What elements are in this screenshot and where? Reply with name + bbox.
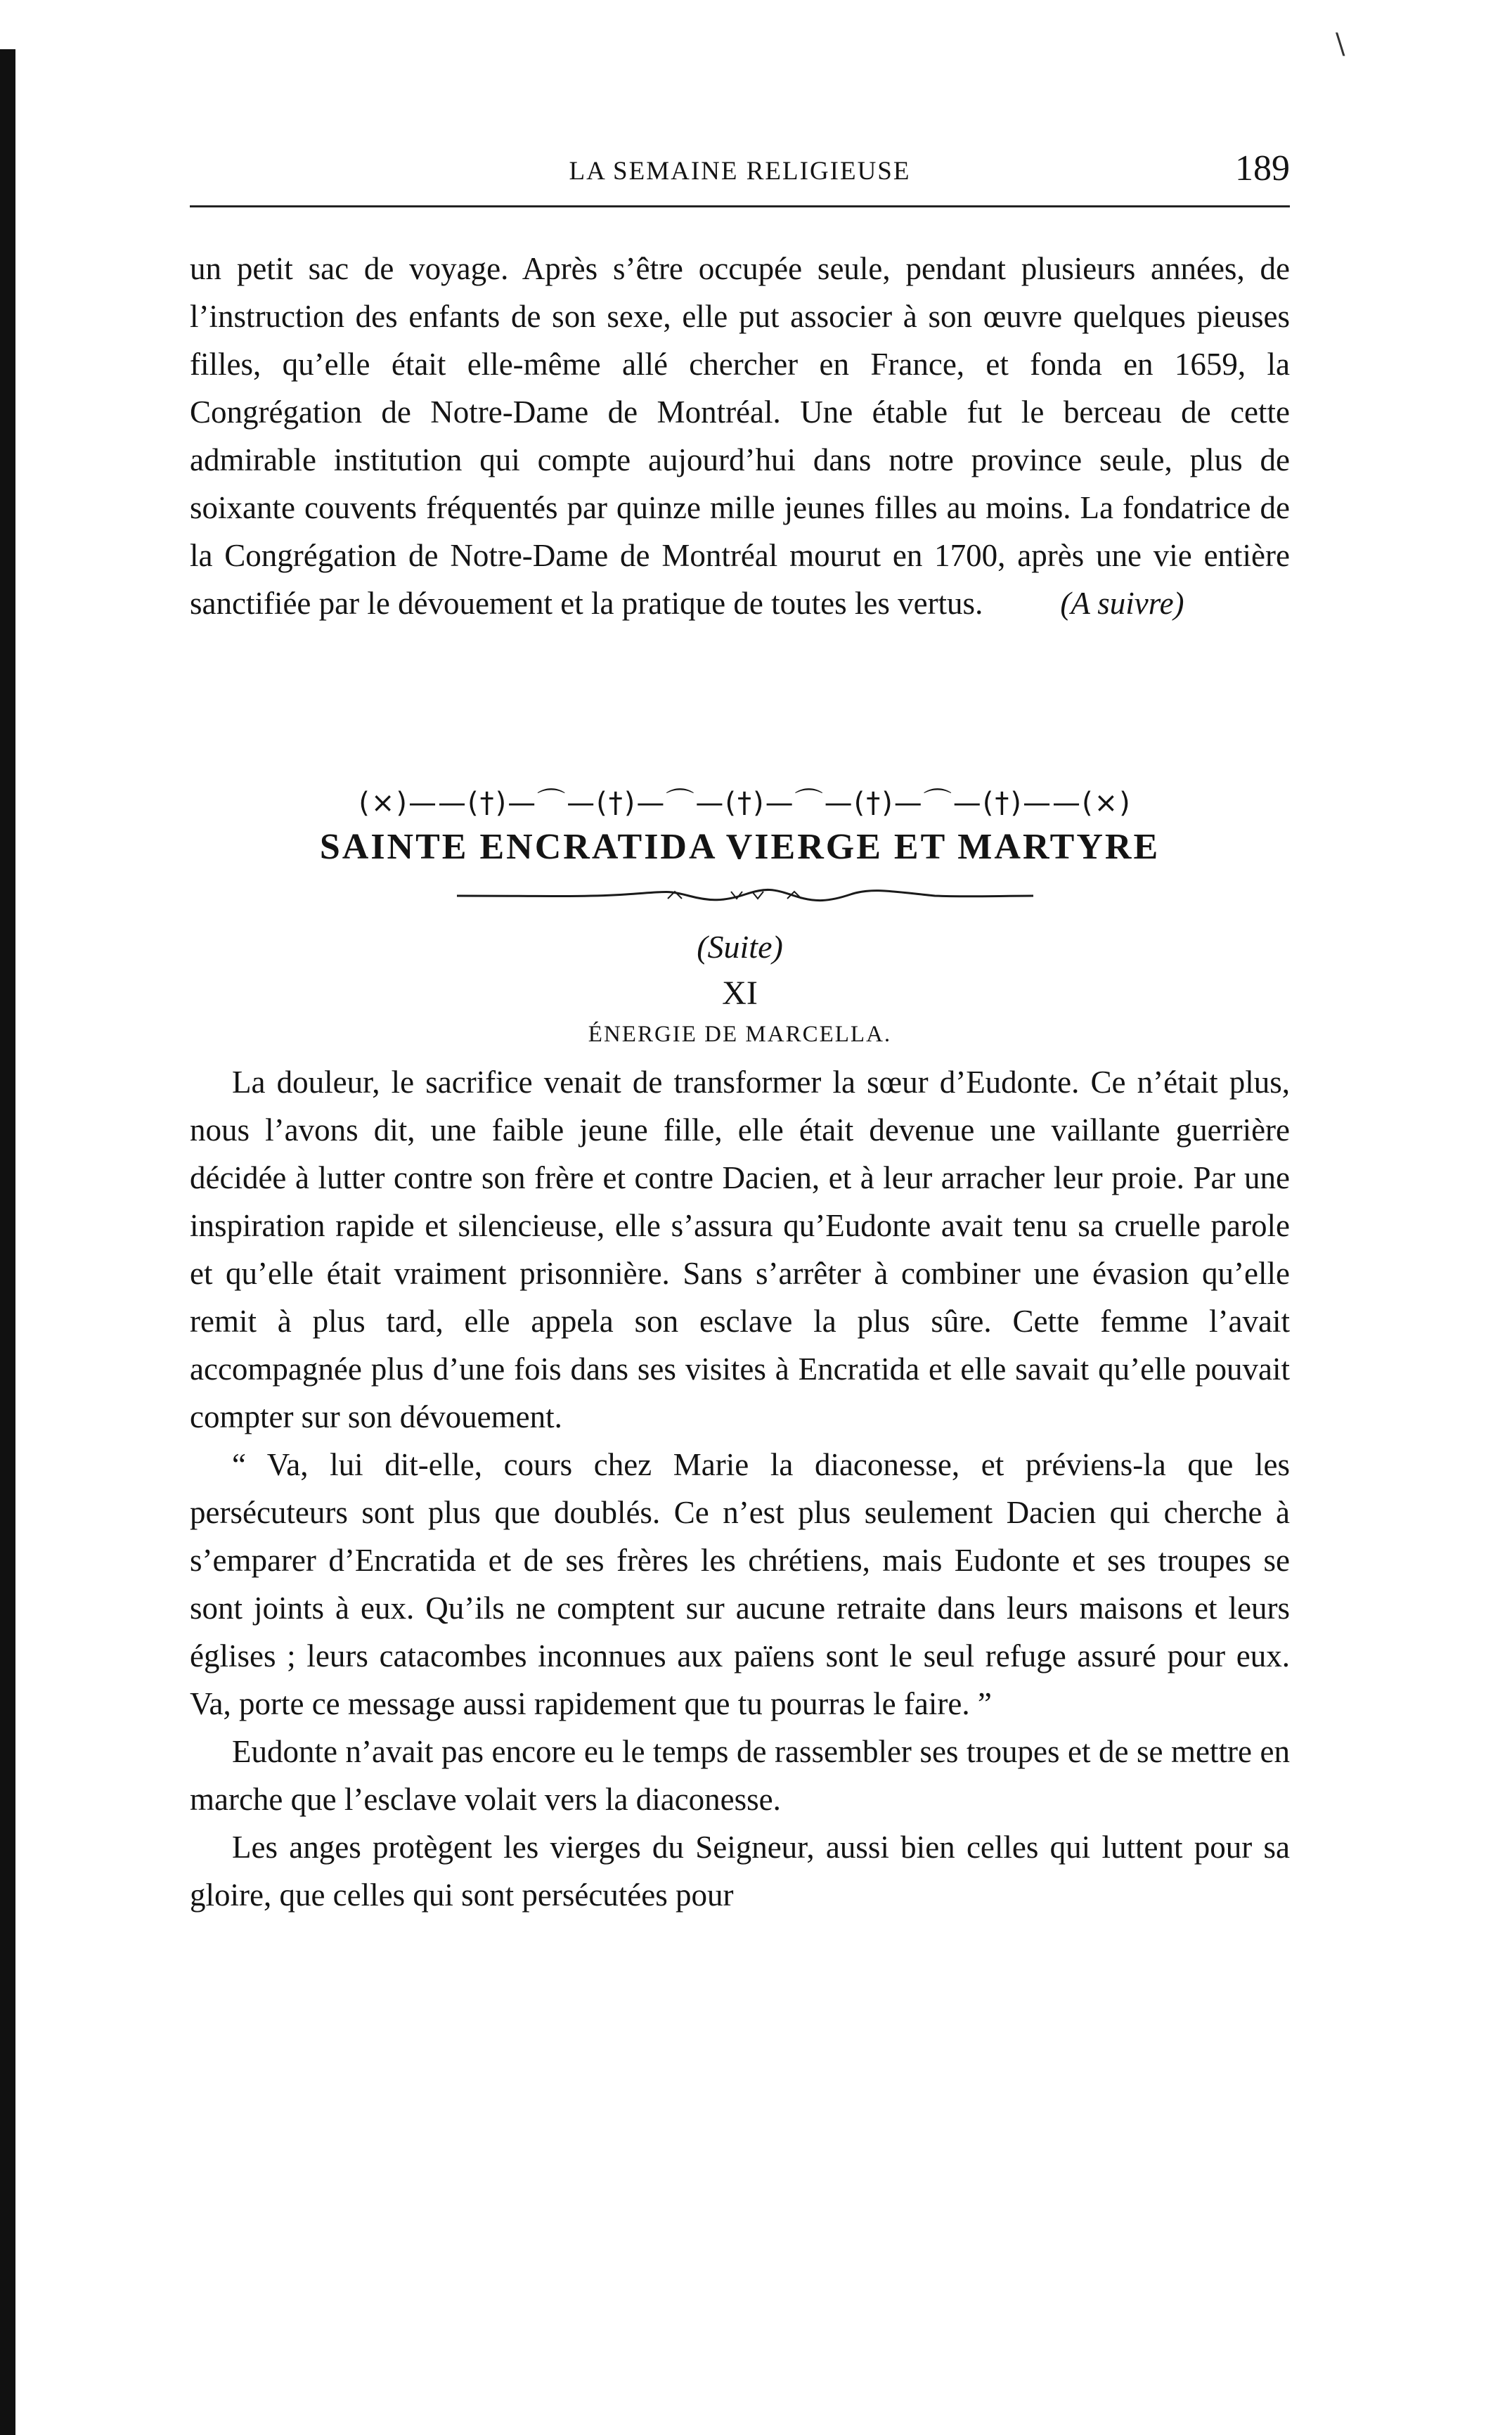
- section-number: XI: [722, 975, 758, 1012]
- opening-text: [190, 245, 1290, 627]
- ornament-line: (×)——(†)—⌒—(†)—⌒—(†)—⌒—(†)—⌒—(†)——(×): [358, 787, 1132, 819]
- header-rule: [190, 205, 1290, 207]
- paragraph: Les anges protègent les vierges du Seigneur, aussi bien celles qui luttent pour sa gloire, que celles qui sont persécutées pour: [190, 1830, 1290, 1913]
- page-number: 189: [1235, 148, 1290, 188]
- suite-label: (Suite): [697, 929, 783, 965]
- chapter-text: [190, 1058, 1290, 1919]
- corner-mark: \: [1336, 28, 1345, 60]
- continued-label: (A suivre): [1060, 586, 1184, 621]
- decorative-tailpiece: [457, 886, 1033, 904]
- running-title: LA SEMAINE RELIGIEUSE: [569, 157, 911, 186]
- section-title: ÉNERGIE DE MARCELLA.: [588, 1022, 892, 1047]
- paragraph: La douleur, le sacrifice venait de transformer la sœur d’Eudonte. Ce n’était plus, nous l’avons dit, une faible jeune fille, elle était devenue une vaillante guerrière décidée à lutter contre son frère et contre Dacien, et à leur arracher leur proie. Par une inspiration rapide et silencieuse, elle s’assura qu’Eudonte avait tenu sa cruelle parole et qu’elle était vraiment prisonnière. Sans s’arrêter à combiner une évasion qu’elle remit à plus tard, elle appela son esclave la plus sûre. Cette femme l’avait accompagnée plus d’une fois dans ses visites à Encratida et elle savait qu’elle pouvait compter sur son dévouement.: [190, 1065, 1290, 1434]
- opening-paragraph: [190, 245, 1290, 627]
- paragraph: Eudonte n’avait pas encore eu le temps de rassembler ses troupes et de se mettre en marche que l’esclave volait vers la diaconesse.: [190, 1734, 1290, 1817]
- opening-paragraph-text: un petit sac de voyage. Après s’être occupée seule, pendant plusieurs années, de l’instruction des enfants de son sexe, elle put associer à son œuvre quelques pieuses filles, qu’elle était elle-même allé chercher en France, et fonda en 1659, la Congrégation de Notre-Dame de Montréal. Une étable fut le berceau de cette admirable institution qui compte aujourd’hui dans notre province seule, plus de soixante couvents fréquentés par quinze mille jeunes filles au moins. La fondatrice de la Congrégation de Notre-Dame de Montréal mourut en 1700, après une vie entière sanctifiée par le dévouement et la pratique de toutes les vertus.: [190, 251, 1290, 621]
- binding-edge: [0, 49, 15, 2435]
- paragraph: “ Va, lui dit-elle, cours chez Marie la diaconesse, et préviens-la que les persécuteurs sont plus que doublés. Ce n’est plus seulement Dacien qui cherche à s’emparer d’Encratida et de ses frères les chrétiens, mais Eudonte et ses troupes se sont joints à eux. Qu’ils ne comptent sur aucune retraite dans leurs maisons et leurs églises ; leurs catacombes inconnues aux païens sont le seul refuge assuré pour eux. Va, porte ce message aussi rapidement que tu pourras le faire. ”: [190, 1447, 1290, 1721]
- running-head: [190, 148, 1290, 197]
- chapter-title: SAINTE ENCRATIDA VIERGE ET MARTYRE: [319, 827, 1161, 867]
